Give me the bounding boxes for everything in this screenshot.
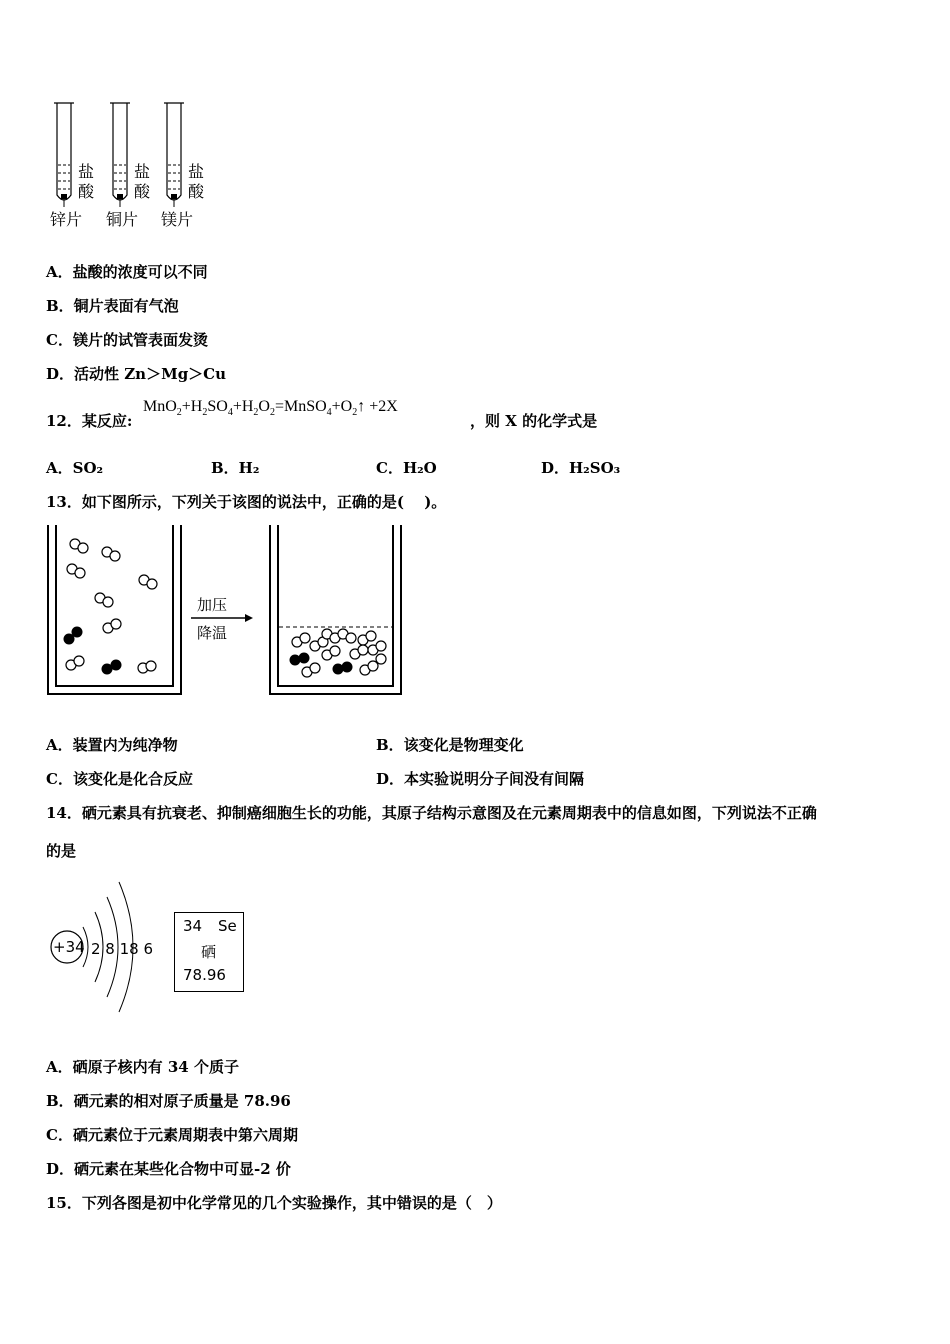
q14-option-a[interactable]: A．硒原子核内有 34 个质子 — [46, 1058, 239, 1076]
q12-option-d[interactable]: D．H₂SO₃ — [541, 459, 621, 477]
q14-stem-line2: 的是 — [46, 842, 77, 860]
element-name: 硒 — [201, 943, 217, 961]
q11-option-d[interactable]: D．活动性 Zn＞Mg＞Cu — [46, 365, 227, 383]
q13-option-c[interactable]: C．该变化是化合反应 — [46, 770, 193, 788]
q13-option-b[interactable]: B．该变化是物理变化 — [376, 736, 524, 754]
q12-option-a[interactable]: A．SO₂ — [46, 459, 104, 477]
tube3-acid-label-top: 盐 — [188, 162, 205, 181]
element-number: 34 — [183, 917, 203, 935]
q14-option-c[interactable]: C．硒元素位于元素周期表中第六周期 — [46, 1126, 298, 1144]
q12-prefix: 12．某反应: — [46, 412, 133, 430]
q12-option-c[interactable]: C．H₂O — [376, 459, 437, 477]
q13-stem: 13．如下图所示，下列关于该图的说法中，正确的是( )。 — [46, 493, 447, 511]
q12-suffix: ，则 X 的化学式是 — [470, 412, 598, 430]
q11-option-c[interactable]: C．镁片的试管表面发烫 — [46, 331, 208, 349]
tube3-acid-label-bottom: 酸 — [188, 182, 205, 201]
q13-diagram — [45, 522, 405, 700]
q14-stem-line1: 14．硒元素具有抗衰老、抑制癌细胞生长的功能，其原子结构示意图及在元素周期表中的信息如图，下列说法不正确 — [46, 804, 817, 822]
tube2-metal-label: 铜片 — [106, 210, 139, 229]
selenium-atom-diagram — [45, 872, 165, 1022]
tube1-acid-label-bottom: 酸 — [78, 182, 95, 201]
q14-option-d[interactable]: D．硒元素在某些化合物中可显-2 价 — [46, 1160, 291, 1178]
atom-shells-label: 2 8 18 6 — [91, 940, 154, 958]
q11-option-a[interactable]: A．盐酸的浓度可以不同 — [46, 263, 208, 281]
arrow-label-bottom: 降温 — [197, 624, 228, 642]
test-tubes-figure — [45, 95, 225, 235]
arrow-label-top: 加压 — [197, 596, 228, 614]
tube2-acid-label-top: 盐 — [134, 162, 151, 181]
tube2-acid-label-bottom: 酸 — [134, 182, 151, 201]
tube1-metal-label: 锌片 — [50, 210, 83, 229]
q13-option-a[interactable]: A．装置内为纯净物 — [46, 736, 178, 754]
element-symbol: Se — [218, 917, 237, 935]
tube1-acid-label-top: 盐 — [78, 162, 95, 181]
q15-stem: 15．下列各图是初中化学常见的几个实验操作，其中错误的是（ ） — [46, 1194, 502, 1212]
tube3-metal-label: 镁片 — [161, 210, 194, 229]
q12-option-b[interactable]: B．H₂ — [211, 459, 260, 477]
periodic-table-cell — [174, 912, 244, 992]
q14-option-b[interactable]: B．硒元素的相对原子质量是 78.96 — [46, 1092, 291, 1110]
q13-option-d[interactable]: D．本实验说明分子间没有间隔 — [376, 770, 585, 788]
element-mass: 78.96 — [183, 966, 226, 984]
atom-nucleus-label: +34 — [53, 938, 85, 956]
q11-option-b[interactable]: B．铜片表面有气泡 — [46, 297, 179, 315]
q12-equation: $MnO_2+H_2SO_4+H_2O_2=MnSO_4+O_2↑ +2X$ — [143, 398, 398, 419]
